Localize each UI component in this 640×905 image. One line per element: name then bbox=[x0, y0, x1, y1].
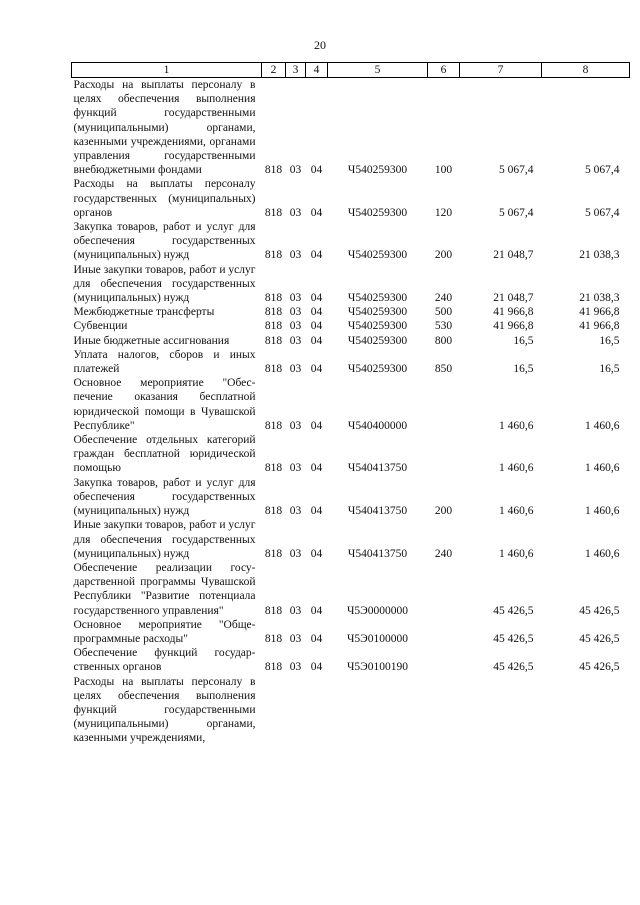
table-row bbox=[72, 263, 630, 306]
expense-type-code: 200 bbox=[434, 505, 453, 518]
section-code bbox=[286, 675, 306, 746]
table-row bbox=[72, 561, 630, 618]
section-code: 03 bbox=[289, 661, 302, 674]
section-code: 03 bbox=[289, 334, 302, 347]
row-description: Уплата налогов, сборов и иных платежей bbox=[73, 348, 256, 376]
table-row bbox=[72, 348, 630, 376]
column-header-row bbox=[72, 63, 630, 78]
column-header: 8 bbox=[542, 63, 630, 78]
row-description: Обеспечение отдельных категорий граждан бесплатной юридической помощью bbox=[73, 434, 256, 475]
amount-year-2: 21 038,3 bbox=[579, 292, 620, 305]
amount-year-2: 1 460,6 bbox=[585, 419, 620, 432]
target-article-code: Ч540259300 bbox=[347, 363, 408, 376]
section-code: 03 bbox=[289, 206, 302, 219]
table-body bbox=[72, 78, 630, 746]
table-row bbox=[72, 78, 630, 178]
table-row bbox=[72, 305, 630, 319]
column-header: 7 bbox=[460, 63, 542, 78]
target-article-code: Ч540400000 bbox=[347, 419, 408, 432]
expense-type-code: 200 bbox=[434, 249, 453, 262]
section-code: 03 bbox=[289, 164, 302, 177]
row-description: Иные бюджетные ассигнования bbox=[73, 334, 230, 347]
expense-type-code: 100 bbox=[434, 164, 453, 177]
amount-year-2: 5 067,4 bbox=[585, 206, 620, 219]
amount-year-1: 5 067,4 bbox=[499, 206, 534, 219]
budget-table bbox=[71, 62, 630, 746]
row-description: Расходы на выплаты персоналу в целях обеспечения выполнения функций государственными (муниципальными) органами, казенными учреждениями, органами управления государственными внебюджетными фондами bbox=[73, 79, 256, 177]
table-row bbox=[72, 618, 630, 646]
target-article-code: Ч540259300 bbox=[347, 249, 408, 262]
row-description: Иные закупки товаров, работ и услуг для обеспечения государственных (муниципальных) нужд bbox=[73, 263, 256, 305]
subsection-code: 04 bbox=[310, 547, 323, 560]
column-header: 6 bbox=[428, 63, 460, 78]
subsection-code: 04 bbox=[310, 661, 323, 674]
table-row bbox=[72, 319, 630, 333]
amount-year-2: 41 966,8 bbox=[579, 320, 620, 333]
subsection-code: 04 bbox=[310, 419, 323, 432]
amount-year-2: 45 426,5 bbox=[579, 632, 620, 645]
row-description: Обеспечение реализации государственной программы Чувашской Республики "Развитие потенциала государственного управления" bbox=[73, 561, 256, 617]
expense-type-code bbox=[428, 376, 460, 433]
target-article-code: Ч540413750 bbox=[347, 462, 408, 475]
target-article-code: Ч5Э0100190 bbox=[346, 661, 409, 674]
subsection-code: 04 bbox=[310, 363, 323, 376]
subsection-code: 04 bbox=[310, 206, 323, 219]
amount-year-1 bbox=[460, 675, 542, 746]
table-row bbox=[72, 675, 630, 746]
ministry-code: 818 bbox=[264, 320, 283, 333]
subsection-code: 04 bbox=[310, 632, 323, 645]
row-description: Основное мероприятие "Общепрограммные расходы" bbox=[73, 618, 256, 645]
amount-year-2: 45 426,5 bbox=[579, 604, 620, 617]
amount-year-2: 1 460,6 bbox=[585, 505, 620, 518]
column-header: 5 bbox=[328, 63, 428, 78]
target-article-code: Ч540259300 bbox=[347, 334, 408, 347]
expense-type-code bbox=[428, 561, 460, 618]
table-row bbox=[72, 334, 630, 348]
amount-year-1: 21 048,7 bbox=[493, 249, 534, 262]
ministry-code: 818 bbox=[264, 547, 283, 560]
expense-type-code: 240 bbox=[434, 292, 453, 305]
column-header: 2 bbox=[262, 63, 286, 78]
table-row bbox=[72, 177, 630, 220]
subsection-code: 04 bbox=[310, 164, 323, 177]
table-row bbox=[72, 220, 630, 263]
section-code: 03 bbox=[289, 419, 302, 432]
amount-year-1: 1 460,6 bbox=[499, 505, 534, 518]
target-article-code: Ч540413750 bbox=[347, 547, 408, 560]
ministry-code: 818 bbox=[264, 164, 283, 177]
amount-year-2 bbox=[542, 675, 630, 746]
section-code: 03 bbox=[289, 363, 302, 376]
row-description: Закупка товаров, работ и услуг для обеспечения государственных (муниципальных) нужд bbox=[73, 221, 256, 262]
amount-year-1: 21 048,7 bbox=[493, 292, 534, 305]
expense-type-code bbox=[428, 675, 460, 746]
table-row bbox=[72, 476, 630, 519]
section-code: 03 bbox=[289, 249, 302, 262]
amount-year-1: 1 460,6 bbox=[499, 419, 534, 432]
expense-type-code: 240 bbox=[434, 547, 453, 560]
target-article-code: Ч540259300 bbox=[347, 164, 408, 177]
section-code: 03 bbox=[289, 505, 302, 518]
expense-type-code bbox=[428, 618, 460, 646]
section-code: 03 bbox=[289, 462, 302, 475]
row-description: Расходы на выплаты персоналу государственных (муниципальных) органов bbox=[73, 178, 256, 219]
section-code: 03 bbox=[289, 292, 302, 305]
expense-type-code bbox=[428, 646, 460, 674]
ministry-code: 818 bbox=[264, 334, 283, 347]
section-code: 03 bbox=[289, 632, 302, 645]
amount-year-1: 1 460,6 bbox=[499, 547, 534, 560]
amount-year-2: 21 038,3 bbox=[579, 249, 620, 262]
subsection-code: 04 bbox=[310, 462, 323, 475]
amount-year-1: 41 966,8 bbox=[493, 320, 534, 333]
column-header: 1 bbox=[72, 63, 262, 78]
amount-year-1: 16,5 bbox=[513, 363, 534, 376]
ministry-code: 818 bbox=[264, 604, 283, 617]
table-row bbox=[72, 518, 630, 561]
target-article-code: Ч540259300 bbox=[347, 206, 408, 219]
subsection-code: 04 bbox=[310, 320, 323, 333]
ministry-code: 818 bbox=[264, 632, 283, 645]
expense-type-code: 800 bbox=[434, 334, 453, 347]
amount-year-2: 5 067,4 bbox=[585, 164, 620, 177]
subsection-code: 04 bbox=[310, 604, 323, 617]
ministry-code: 818 bbox=[264, 363, 283, 376]
amount-year-2: 16,5 bbox=[599, 363, 620, 376]
subsection-code: 04 bbox=[310, 306, 323, 319]
row-description: Обеспечение функций государственных органов bbox=[73, 647, 256, 674]
target-article-code: Ч5Э0100000 bbox=[346, 632, 409, 645]
amount-year-2: 16,5 bbox=[599, 334, 620, 347]
expense-type-code: 530 bbox=[434, 320, 453, 333]
row-description: Субвенции bbox=[73, 320, 128, 333]
target-article-code: Ч5Э0000000 bbox=[346, 604, 409, 617]
expense-type-code bbox=[428, 433, 460, 476]
amount-year-1: 1 460,6 bbox=[499, 462, 534, 475]
target-article-code: Ч540259300 bbox=[347, 306, 408, 319]
row-description: Расходы на выплаты персоналу в целях обеспечения выполнения функций государственными (муниципальными) органами, казенными учреждениями, bbox=[73, 675, 256, 745]
ministry-code: 818 bbox=[264, 505, 283, 518]
section-code: 03 bbox=[289, 547, 302, 560]
section-code: 03 bbox=[289, 604, 302, 617]
subsection-code: 04 bbox=[310, 505, 323, 518]
column-header: 4 bbox=[306, 63, 328, 78]
amount-year-2: 45 426,5 bbox=[579, 661, 620, 674]
amount-year-2: 1 460,6 bbox=[585, 462, 620, 475]
row-description: Межбюджетные трансферты bbox=[73, 306, 215, 319]
target-article-code: Ч540259300 bbox=[347, 320, 408, 333]
subsection-code: 04 bbox=[310, 334, 323, 347]
expense-type-code: 120 bbox=[434, 206, 453, 219]
target-article-code: Ч540413750 bbox=[347, 505, 408, 518]
target-article-code: Ч540259300 bbox=[347, 292, 408, 305]
row-description: Закупка товаров, работ и услуг для обеспечения государственных (муниципальных) нужд bbox=[73, 476, 256, 518]
ministry-code: 818 bbox=[264, 661, 283, 674]
row-description: Иные закупки товаров, работ и услуг для обеспечения государственных (муниципальных) нужд bbox=[73, 519, 256, 560]
expense-type-code: 500 bbox=[434, 306, 453, 319]
page-number: 20 bbox=[314, 38, 326, 52]
ministry-code: 818 bbox=[264, 249, 283, 262]
amount-year-2: 41 966,8 bbox=[579, 306, 620, 319]
subsection-code: 04 bbox=[310, 292, 323, 305]
ministry-code: 818 bbox=[264, 292, 283, 305]
ministry-code: 818 bbox=[264, 206, 283, 219]
ministry-code: 818 bbox=[264, 419, 283, 432]
amount-year-1: 5 067,4 bbox=[499, 164, 534, 177]
expense-type-code: 850 bbox=[434, 363, 453, 376]
row-description: Основное мероприятие "Обеспечение оказания бесплатной юридической помощи в Чувашской Республике" bbox=[73, 377, 256, 432]
ministry-code: 818 bbox=[264, 462, 283, 475]
section-code: 03 bbox=[289, 306, 302, 319]
amount-year-1: 45 426,5 bbox=[493, 661, 534, 674]
amount-year-2: 1 460,6 bbox=[585, 547, 620, 560]
section-code: 03 bbox=[289, 320, 302, 333]
target-article-code bbox=[328, 675, 428, 746]
table-row bbox=[72, 376, 630, 433]
table-row bbox=[72, 646, 630, 674]
column-header: 3 bbox=[286, 63, 306, 78]
table-row bbox=[72, 433, 630, 476]
amount-year-1: 41 966,8 bbox=[493, 306, 534, 319]
subsection-code bbox=[306, 675, 328, 746]
amount-year-1: 45 426,5 bbox=[493, 632, 534, 645]
subsection-code: 04 bbox=[310, 249, 323, 262]
amount-year-1: 16,5 bbox=[513, 334, 534, 347]
amount-year-1: 45 426,5 bbox=[493, 604, 534, 617]
ministry-code: 818 bbox=[264, 306, 283, 319]
ministry-code bbox=[262, 675, 286, 746]
